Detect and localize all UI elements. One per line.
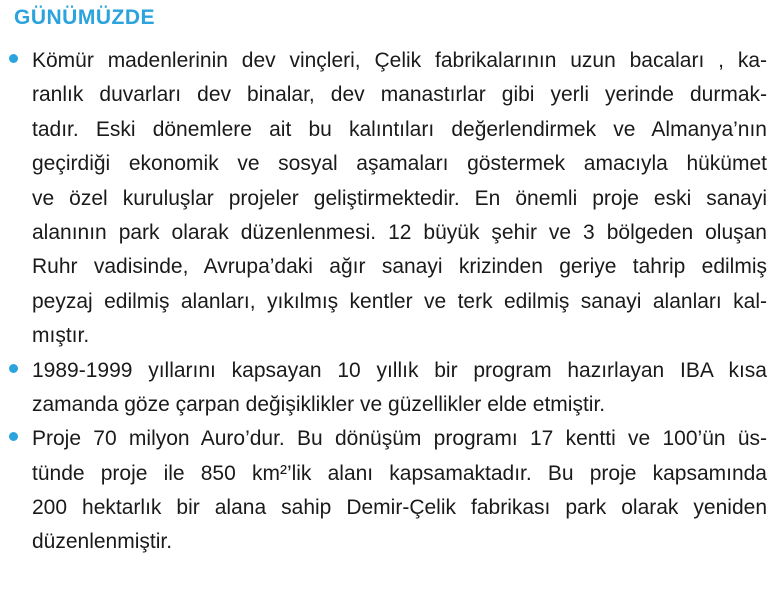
section-heading: GÜNÜMÜZDE: [14, 6, 155, 29]
text-line: tadır. Eski dönemlere ait bu kalıntıları değerlendirmek ve Almanya’nın: [32, 117, 767, 141]
text-line: 200 hektarlık bir alana sahip Demir-Çelik fabrikası park olarak yeniden: [32, 496, 767, 520]
text-line: düzenlenmiştir.: [32, 530, 173, 554]
text-line: Ruhr vadisinde, Avrupa’daki ağır sanayi krizinden geriye tahrip edilmiş: [32, 255, 767, 279]
bullet-item-2: [0, 354, 777, 423]
text-line: 1989-1999 yıllarını kapsayan 10 yıllık bir program hazırlayan IBA kısa: [32, 358, 767, 382]
text-line: tünde proje ile 850 km²’lik alanı kapsamaktadır. Bu proje kapsamında: [32, 461, 767, 485]
bullet-item-1: [0, 44, 777, 354]
bullet-list: [0, 44, 777, 560]
text-line: mıştır.: [32, 324, 90, 348]
bullet-dot-icon: [9, 432, 18, 441]
bullet-item-3: [0, 422, 777, 560]
text-line: zamanda göze çarpan değişiklikler ve güzellikler elde etmiştir.: [32, 392, 606, 416]
text-line: ranlık duvarları dev binalar, dev manastırlar gibi yerli yerinde durmak-: [32, 83, 767, 107]
text-line: geçirdiği ekonomik ve sosyal aşamaları göstermek amacıyla hükümet: [32, 152, 767, 176]
text-line: alanının park olarak düzenlenmesi. 12 büyük şehir ve 3 bölgeden oluşan: [32, 220, 767, 244]
bullet-dot-icon: [9, 54, 18, 63]
text-line: Proje 70 milyon Auro’dur. Bu dönüşüm programı 17 kentti ve 100’ün üs-: [32, 427, 767, 451]
text-line: Kömür madenlerinin dev vinçleri, Çelik fabrikalarının uzun bacaları , ka-: [32, 49, 767, 72]
bullet-dot-icon: [9, 364, 18, 373]
text-line: ve özel kuruluşlar projeler geliştirmektedir. En önemli proje eski sanayi: [32, 186, 767, 210]
text-line: peyzaj edilmiş alanları, yıkılmış kentler ve terk edilmiş sanayi alanları kal-: [32, 289, 767, 313]
